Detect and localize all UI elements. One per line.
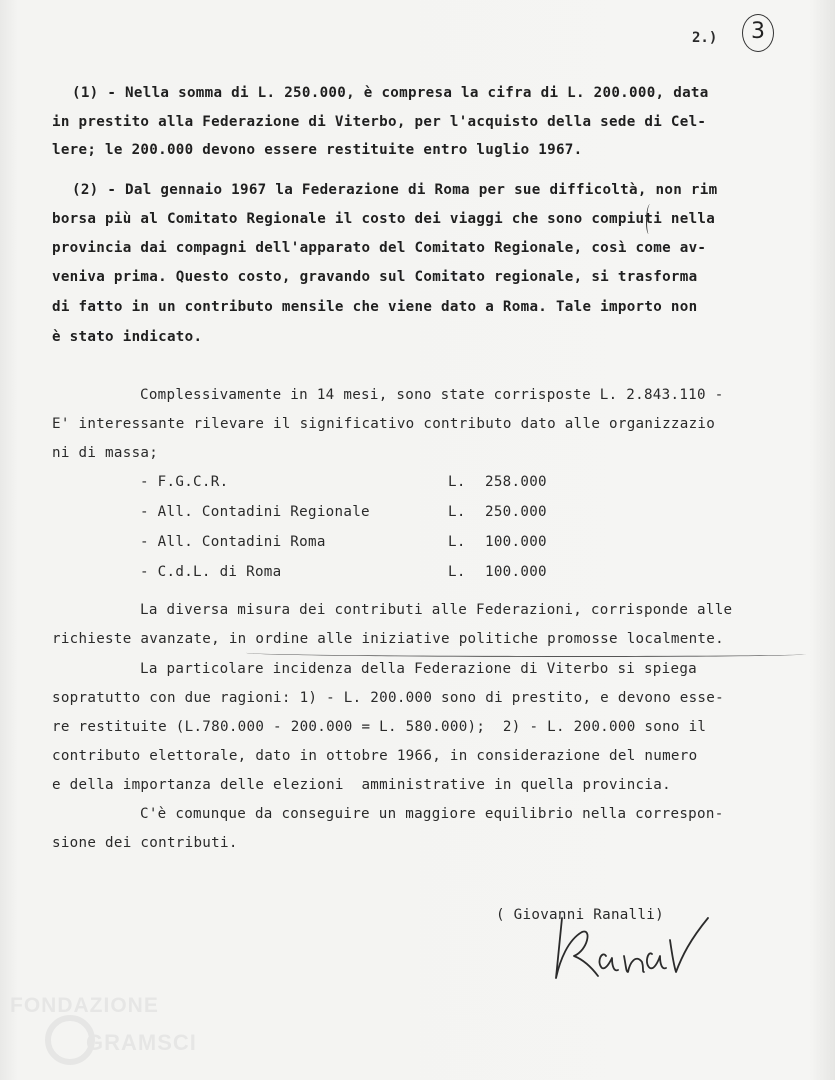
viterbo-line-5: e della importanza delle elezioni amministrative in quella provincia.	[52, 777, 671, 793]
watermark-line1: FONDAZIONE	[10, 994, 159, 1017]
note1-line-3: lere; le 200.000 devono essere restituite entro luglio 1967.	[52, 142, 583, 158]
diversa-line-1: La diversa misura dei contributi alle Federazioni, corrisponde alle	[140, 602, 733, 618]
summary-line-1: Complessivamente in 14 mesi, sono state corrisposte L. 2.843.110 -	[140, 387, 724, 403]
contribution-amount: 258.000	[485, 474, 547, 490]
watermark-line2: GRAMSCI	[86, 1030, 197, 1055]
note2-line-1: (2) - Dal gennaio 1967 la Federazione di Roma per sue difficoltà, non rim	[72, 182, 718, 198]
contribution-name: - C.d.L. di Roma	[140, 564, 282, 580]
viterbo-line-2: sopratutto con due ragioni: 1) - L. 200.000 sono di prestito, e devono esse-	[52, 690, 724, 706]
note2-line-2: borsa più al Comitato Regionale il costo dei viaggi che sono compiuti nella	[52, 211, 716, 227]
handwritten-underline	[246, 650, 806, 657]
equilibrio-line-1: C'è comunque da conseguire un maggiore equilibrio nella correspon-	[140, 806, 724, 822]
handwritten-signature	[548, 910, 738, 990]
fondazione-gramsci-watermark	[8, 992, 218, 1072]
contribution-currency: L.	[448, 504, 466, 520]
contribution-currency: L.	[448, 474, 466, 490]
contribution-currency: L.	[448, 564, 466, 580]
contribution-amount: 100.000	[485, 564, 547, 580]
page-number: 2.)	[692, 30, 718, 46]
summary-line-3: ni di massa;	[52, 445, 159, 461]
contribution-name: - All. Contadini Regionale	[140, 504, 370, 520]
contribution-currency: L.	[448, 534, 466, 550]
equilibrio-line-2: sione dei contributi.	[52, 835, 238, 851]
viterbo-line-1: La particolare incidenza della Federazione di Viterbo si spiega	[140, 661, 698, 677]
contribution-name: - All. Contadini Roma	[140, 534, 326, 550]
note2-line-5: di fatto in un contributo mensile che viene dato a Roma. Tale importo non	[52, 299, 698, 315]
diversa-line-2: richieste avanzate, in ordine alle iniziative politiche promosse localmente.	[52, 631, 724, 647]
signatory-name: ( Giovanni Ranalli)	[496, 907, 664, 923]
note2-line-6: è stato indicato.	[52, 329, 203, 345]
contribution-amount: 100.000	[485, 534, 547, 550]
contribution-name: - F.G.C.R.	[140, 474, 229, 490]
note1-line-2: in prestito alla Federazione di Viterbo, per l'acquisto della sede di Cel-	[52, 114, 707, 130]
note2-line-3: provincia dai compagni dell'apparato del Comitato Regionale, così come av-	[52, 240, 707, 256]
summary-line-2: E' interessante rilevare il significativo contributo dato alle organizzazio	[52, 416, 716, 432]
viterbo-line-4: contributo elettorale, dato in ottobre 1966, in considerazione del numero	[52, 748, 698, 764]
note1-line-1: (1) - Nella somma di L. 250.000, è compresa la cifra di L. 200.000, data	[72, 85, 709, 101]
handwritten-insertion-mark	[646, 204, 653, 234]
circled-page-number: 3	[742, 14, 774, 52]
viterbo-line-3: re restituite (L.780.000 - 200.000 = L. 580.000); 2) - L. 200.000 sono il	[52, 719, 707, 735]
note2-line-4: veniva prima. Questo costo, gravando sul Comitato regionale, si trasforma	[52, 269, 698, 285]
contribution-amount: 250.000	[485, 504, 547, 520]
